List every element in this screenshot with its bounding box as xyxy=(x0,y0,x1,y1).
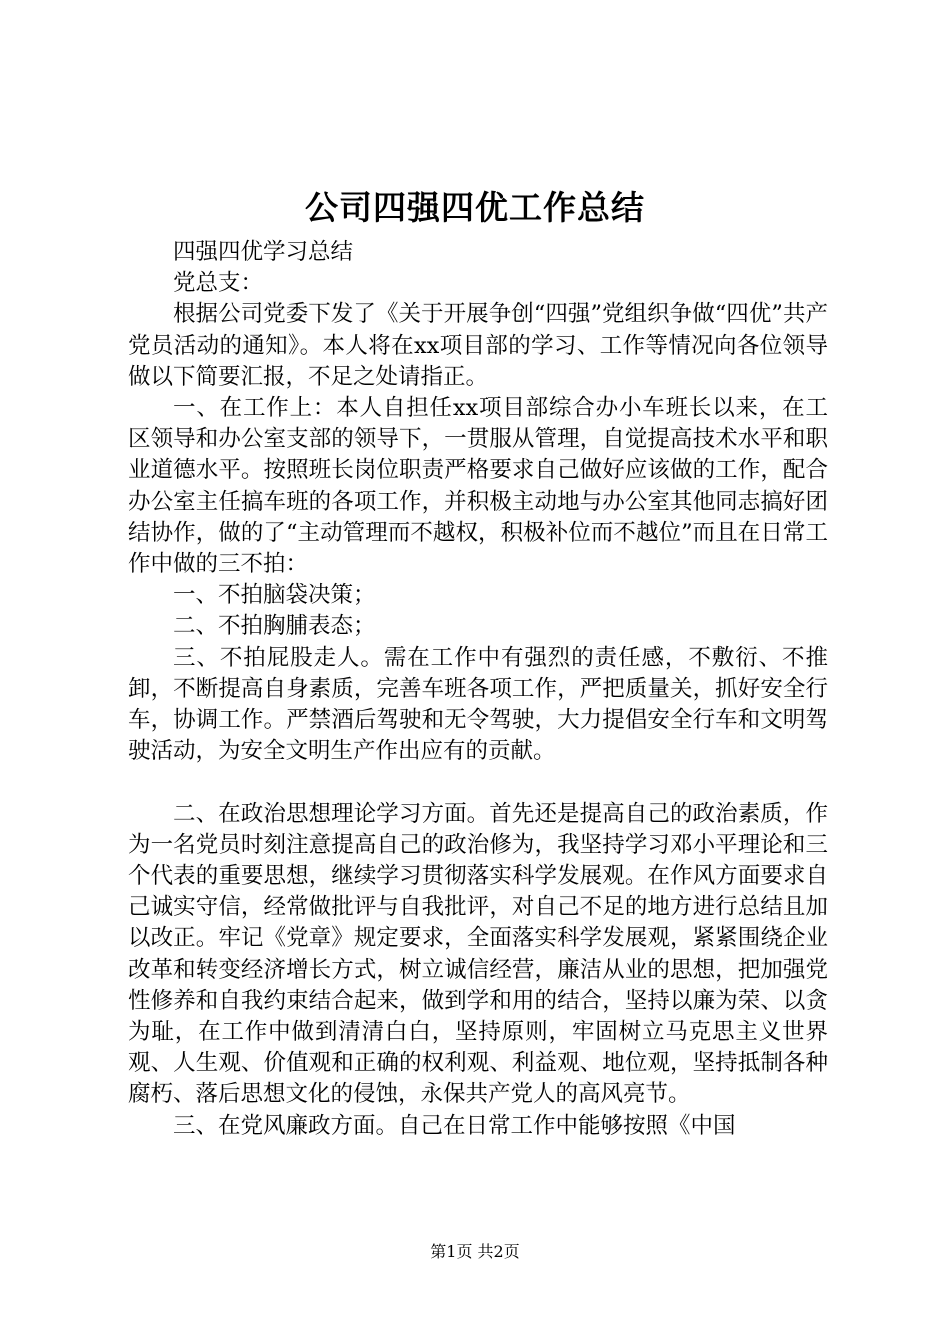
paragraph-item-1: 一、不拍脑袋决策； xyxy=(173,582,376,609)
paragraph-salutation: 党总支： xyxy=(173,270,264,297)
paragraph-subtitle: 四强四优学习总结 xyxy=(173,239,354,265)
paragraph-politics: 二、在政治思想理论学习方面。首先还是提高自己的政治素质，作为一名党员时刻注意提高自己的政治修为，我坚持学习邓小平理论和三个代表的重要思想，继续学习贯彻落实科学发展观。在作风方面要求自己诚实守信，经常做批评与自我批评，对自己不足的地方进行总结且加以改正。牢记《党章》规定要求，全面落实科学发展观，紧紧围绕企业改革和转变经济增长方式，树立诚信经营，廉洁从业的思想，把加强党性修养和自我约束结合起来，做到学和用的结合，坚持以廉为荣、以贪为耻，在工作中做到清清白白，坚持原则，牢固树立马克思主义世界观、人生观、价值观和正确的权利观、利益观、地位观，坚持抵制各种腐朽、落后思想文化的侵蚀，永保共产党人的高风亮节。 xyxy=(128,800,828,1108)
page-footer: 第1页 共2页 xyxy=(430,1242,520,1261)
document-body xyxy=(128,237,828,1142)
paragraph-item-2: 二、不拍胸脯表态； xyxy=(173,613,376,640)
paragraph-spacer xyxy=(128,767,828,798)
paragraph-intro: 根据公司党委下发了《关于开展争创“四强”党组织争做“四优”共产党员活动的通知》。本人将在xx项目部的学习、工作等情况向各位领导做以下简要汇报，不足之处请指正。 xyxy=(128,301,828,390)
paragraph-integrity: 三、在党风廉政方面。自己在日常工作中能够按照《中国 xyxy=(173,1112,736,1139)
document-title: 公司四强四优工作总结 xyxy=(305,188,645,227)
paragraph-item-3: 三、不拍屁股走人。需在工作中有强烈的责任感，不敷衍、不推卸，不断提高自身素质，完善车班各项工作，严把质量关，抓好安全行车，协调工作。严禁酒后驾驶和无令驾驶，大力提倡安全行车和文明驾驶活动，为安全文明生产作出应有的贡献。 xyxy=(128,644,828,765)
paragraph-work: 一、在工作上：本人自担任xx项目部综合办小车班长以来，在工区领导和办公室支部的领导下，一贯服从管理，自觉提高技术水平和职业道德水平。按照班长岗位职责严格要求自己做好应该做的工作，配合办公室主任搞车班的各项工作，并积极主动地与办公室其他同志搞好团结协作，做的了“主动管理而不越权，积极补位而不越位”而且在日常工作中做的三不拍： xyxy=(128,395,828,578)
